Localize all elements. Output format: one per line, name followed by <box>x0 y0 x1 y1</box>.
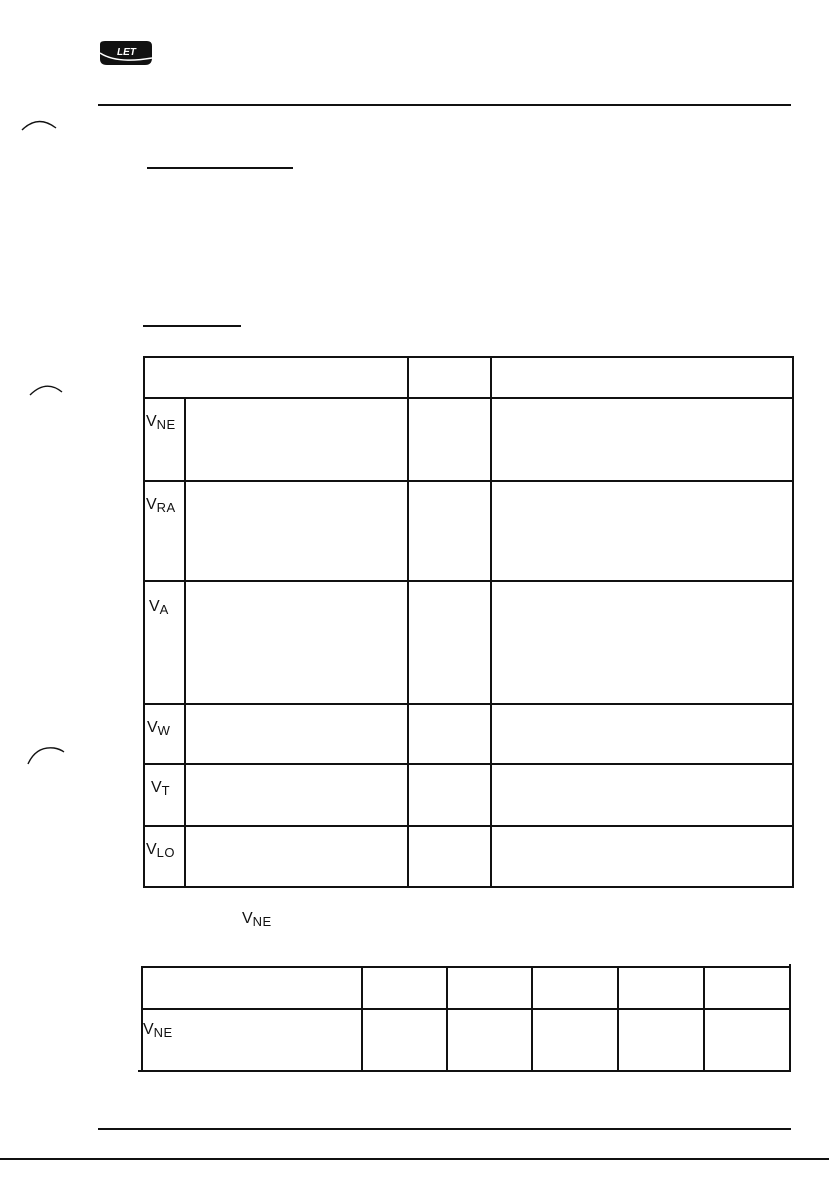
company-logo <box>97 40 153 66</box>
table1-bottom-border <box>143 886 794 888</box>
table1-row-sep <box>143 480 794 482</box>
table2-top-border <box>141 966 791 968</box>
table1-left-border <box>143 356 145 888</box>
table2-caption-symbol: $V_{NE}$ <box>242 910 272 929</box>
table2-row-sep <box>141 1008 791 1010</box>
table2-col-sep <box>617 966 619 1072</box>
table1-row-symbol-vne: $V_{NE}$ <box>146 413 176 432</box>
table1-row-symbol-vra: $V_{RA}$ <box>146 496 176 515</box>
table1-row-sep <box>143 703 794 705</box>
section-heading-underline <box>147 167 293 169</box>
table1-row-symbol-va: $V_A$ <box>149 598 169 617</box>
table2-right-border <box>789 964 791 1072</box>
table1-row-sep <box>143 580 794 582</box>
table2-col-sep <box>446 966 448 1072</box>
table2-col-sep <box>703 966 705 1072</box>
table2-left-border <box>141 966 143 1072</box>
footer-rule <box>98 1128 791 1130</box>
table1-right-border <box>792 356 794 888</box>
margin-mark-lower <box>26 744 70 766</box>
subsection-heading-underline <box>143 325 241 327</box>
page-bottom-rule <box>0 1158 829 1160</box>
table2-col-sep <box>361 966 363 1072</box>
table2-bottom-border <box>138 1070 791 1072</box>
table1-row-sep <box>143 825 794 827</box>
table1-row-symbol-vw: $V_W$ <box>147 719 171 738</box>
logo-text: LET <box>117 47 136 58</box>
header-rule <box>98 104 791 106</box>
table1-row-symbol-vt: $V_T$ <box>151 779 171 798</box>
table2-col-sep <box>531 966 533 1072</box>
table1-row-symbol-vlo: $V_{LO}$ <box>146 841 176 860</box>
table1-col-sep-2 <box>407 356 409 888</box>
table1-col-sep-symbol <box>184 398 186 888</box>
margin-mark-top <box>20 116 60 134</box>
margin-mark-middle <box>28 381 68 399</box>
table1-col-sep-3 <box>490 356 492 888</box>
table2-row-symbol-vne: $V_{NE}$ <box>143 1021 173 1040</box>
table1-top-border <box>143 356 794 358</box>
table1-row-sep <box>143 397 794 399</box>
table1-row-sep <box>143 763 794 765</box>
